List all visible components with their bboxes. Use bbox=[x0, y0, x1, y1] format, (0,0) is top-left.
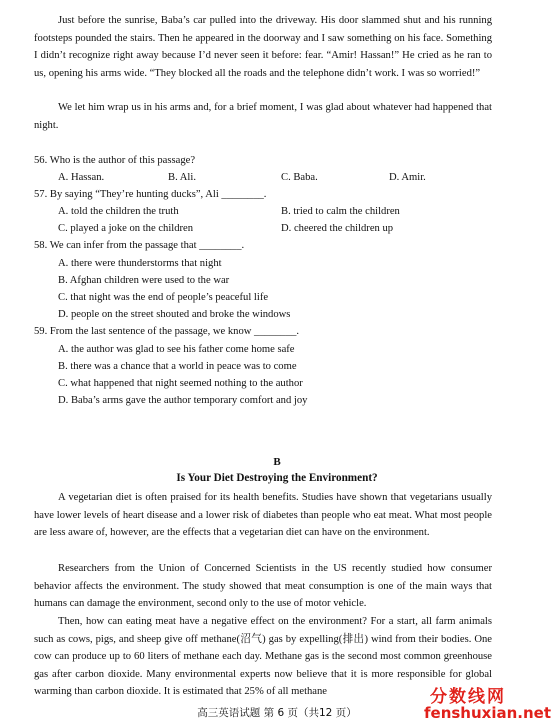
question-58-option-a: A. there were thunderstorms that night bbox=[58, 258, 222, 269]
question-57-option-c: C. played a joke on the children bbox=[58, 223, 194, 234]
passage-b-title: Is Your Diet Destroying the Environment? bbox=[176, 472, 378, 484]
question-56-option-d: D. Amir. bbox=[389, 172, 426, 183]
question-59-stem: 59. From the last sentence of the passage, we know ________. bbox=[34, 326, 300, 337]
passage-b-paragraph-1: A vegetarian diet is often praised for its health benefits. Studies have shown that vegetarians usually have lower levels of heart disease and a lower risk of diabetes than people who eat meat. What most people are less aware of, however, are the effects that a vegetarian diet can have on the environment. bbox=[34, 492, 492, 539]
passage-b-paragraph-3: Then, how can eating meat have a negative effect on the environment? For a start, all farm animals such as cows, pigs, and sheep give off methane(沼气) gas by expelling(排出) wind from their bodies. One cow can produce up to 60 liters of methane each day. Methane gas is the second most common greenhouse gas after carbon dioxide. Many environmental experts now believe that it is more responsible for global warming than carbon dioxide. It is estimated that 25% of all methane bbox=[34, 616, 492, 698]
watermark-url: fenshuxian.net bbox=[424, 704, 552, 722]
page-footer: 高三英语试题 第 6 页（共12 页） bbox=[197, 707, 357, 719]
watermark-logo-text: 分数线网 bbox=[430, 687, 506, 707]
question-56-stem: 56. Who is the author of this passage? bbox=[34, 155, 196, 166]
question-58-option-c: C. that night was the end of people’s peaceful life bbox=[58, 292, 269, 303]
question-56-option-c: C. Baba. bbox=[281, 172, 318, 183]
passage-b-paragraph-2: Researchers from the Union of Concerned Scientists in the US recently studied how consumer behavior affects the environment. The study showed that meat consumption is one of the main ways that humans can damage the environment, second only to the use of motor vehicle. bbox=[34, 563, 492, 610]
question-57-option-d: D. cheered the children up bbox=[281, 223, 394, 234]
question-56-option-b: B. Ali. bbox=[168, 172, 196, 183]
question-58-option-b: B. Afghan children were used to the war bbox=[58, 275, 230, 286]
question-59-option-a: A. the author was glad to see his father come home safe bbox=[58, 344, 295, 355]
question-57-stem: 57. By saying “They’re hunting ducks”, Ali ________. bbox=[34, 189, 267, 200]
question-58-option-d: D. people on the street shouted and broke the windows bbox=[58, 309, 291, 320]
question-56-option-a: A. Hassan. bbox=[58, 172, 105, 183]
section-letter: B bbox=[273, 456, 281, 468]
question-59-option-c: C. what happened that night seemed nothing to the author bbox=[58, 378, 303, 389]
question-58-stem: 58. We can infer from the passage that ________. bbox=[34, 240, 245, 251]
question-59-option-b: B. there was a chance that a world in peace was to come bbox=[58, 361, 297, 372]
question-57-option-b: B. tried to calm the children bbox=[281, 206, 400, 217]
question-57-option-a: A. told the children the truth bbox=[58, 206, 179, 217]
question-59-option-d: D. Baba’s arms gave the author temporary comfort and joy bbox=[58, 395, 308, 406]
passage-a-paragraph-1: Just before the sunrise, Baba’s car pulled into the driveway. His door slammed shut and his running footsteps pounded the stairs. Then he appeared in the doorway and I saw something on his face. Something I didn’t recognize right away because I’d never seen it before: fear. “Amir! Hassan!” He cried as he ran to us, opening his arms wide. “They blocked all the roads and the telephone didn’t work. I was so worried!” bbox=[34, 15, 492, 79]
passage-a-paragraph-2: We let him wrap us in his arms and, for a brief moment, I was glad about whatever had happened that night. bbox=[34, 102, 492, 131]
